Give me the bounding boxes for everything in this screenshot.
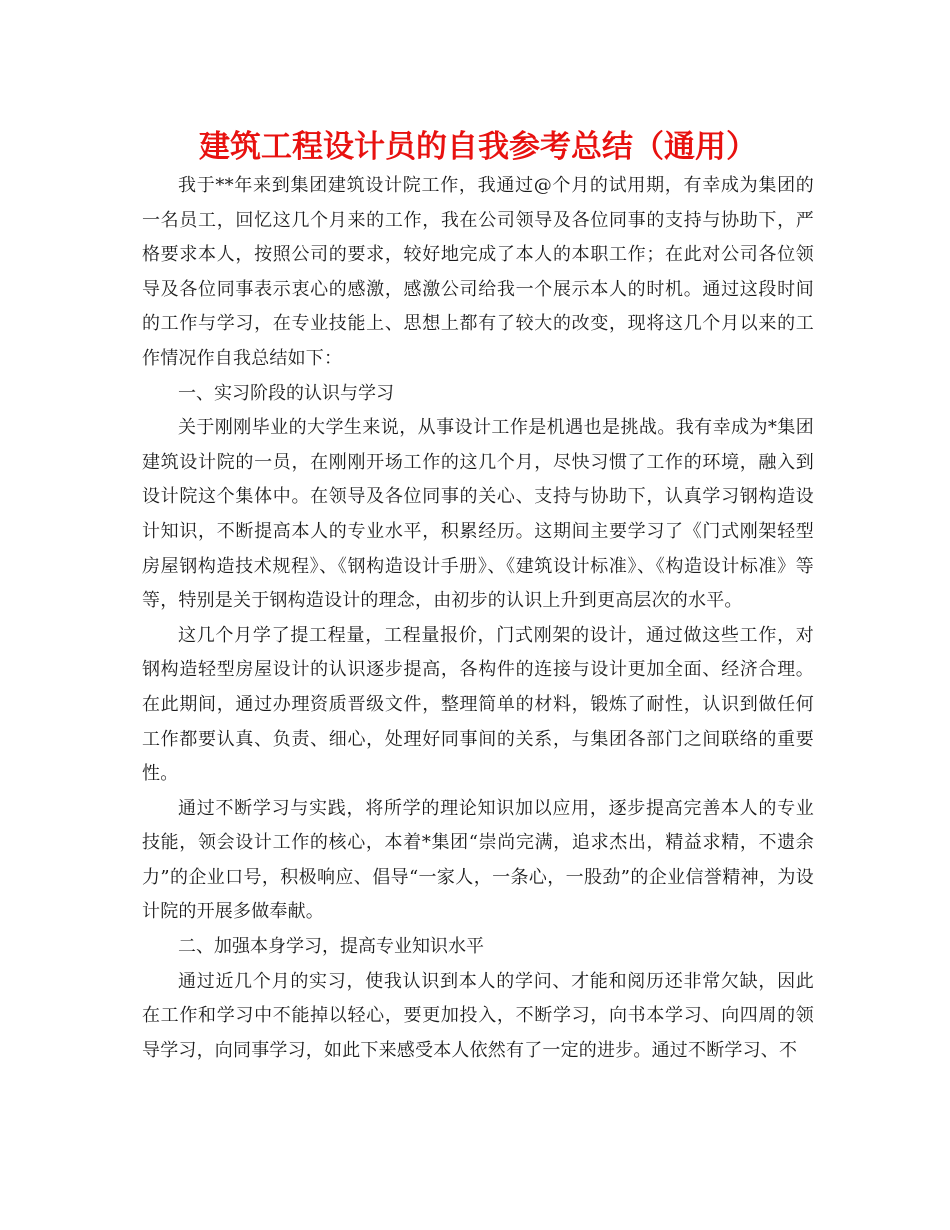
paragraph-intro: 我于**年来到集团建筑设计院工作，我通过@个月的试用期，有幸成为集团的一名员工，回忆这几个月来的工作，我在公司领导及各位同事的支持与协助下，严格要求本人，按照公司的要求，较好地完成了本人的本职工作；在此对公司各位领导及各位同事表示衷心的感激，感激公司给我一个展示本人的时机。通过这段时间的工作与学习，在专业技能上、思想上都有了较大的改变，现将这几个月以来的工作情况作自我总结如下： [142,175,814,369]
section-heading-1: 一、实习阶段的认识与学习 [178,382,394,404]
section-heading-2: 二、加强本身学习，提高专业知识水平 [178,936,484,958]
document-body [142,169,814,1068]
paragraph-section1-2: 这几个月学了提工程量，工程量报价，门式刚架的设计，通过做这些工作，对钢构造轻型房屋设计的认识逐步提高，各构件的连接与设计更加全面、经济合理。在此期间，通过办理资质晋级文件，整理简单的材料，锻炼了耐性，认识到做任何工作都要认真、负责、细心，处理好同事间的关系，与集团各部门之间联络的重要性。 [142,624,814,785]
document-page [142,125,814,1068]
document-title: 建筑工程设计员的自我参考总结（通用） [199,129,757,165]
paragraph-section2-1: 通过近几个月的实习，使我认识到本人的学问、才能和阅历还非常欠缺，因此在工作和学习中不能掉以轻心，要更加投入，不断学习，向书本学习、向四周的领导学习，向同事学习，如此下来感受本人依然有了一定的进步。通过不断学习、不 [142,970,814,1061]
paragraph-section1-3: 通过不断学习与实践，将所学的理论知识加以应用，逐步提高完善本人的专业技能，领会设计工作的核心，本着*集团“崇尚完满，追求杰出，精益求精，不遗余力”的企业口号，积极响应、倡导“一家人，一条心，一股劲”的企业信誉精神，为设计院的开展多做奉献。 [142,797,814,923]
paragraph-section1-1: 关于刚刚毕业的大学生来说，从事设计工作是机遇也是挑战。我有幸成为*集团建筑设计院的一员，在刚刚开场工作的这几个月，尽快习惯了工作的环境，融入到设计院这个集体中。在领导及各位同事的关心、支持与协助下，认真学习钢构造设计知识，不断提高本人的专业水平，积累经历。这期间主要学习了《门式刚架轻型房屋钢构造技术规程》、《钢构造设计手册》、《建筑设计标准》、《构造设计标准》等等，特别是关于钢构造设计的理念，由初步的认识上升到更高层次的水平。 [142,417,814,612]
